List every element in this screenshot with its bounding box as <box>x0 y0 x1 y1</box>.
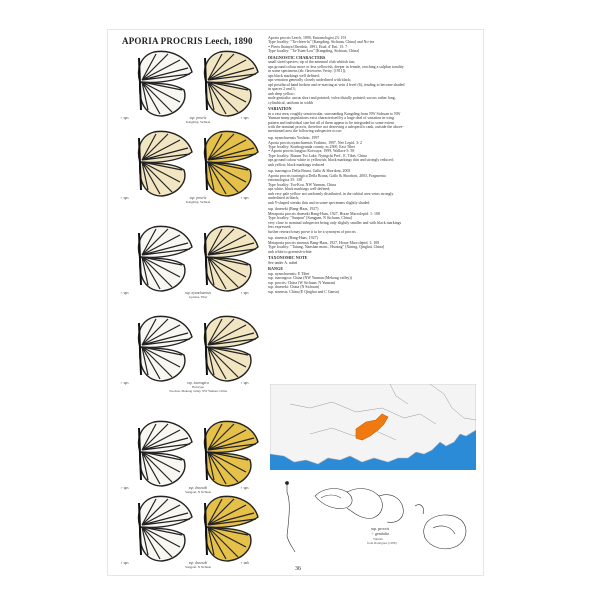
plate-image <box>118 48 263 120</box>
butterfly-specimen <box>205 226 258 291</box>
section-heading: VARIATION <box>268 106 292 112</box>
text-line: upf postdiscal band broken and re-starting at vein 4 level (6), tending to become shaded <box>268 82 405 87</box>
text-line: Type locality: Konbogyanda county, m 2500, East Tibet <box>268 144 355 149</box>
text-line: Type locality: "Ta-Tsien-Lou" [Kangding, Sichuan, China] <box>268 49 360 54</box>
plate-locality: Kangding, Sichuan <box>185 200 211 205</box>
left-specimen-label: ♂ ups <box>120 291 129 295</box>
text-line: ups venation generally closely underlined with black; <box>268 78 352 83</box>
specimen-plate <box>118 493 263 573</box>
text-line: Type locality: Tsa-Kou, NW Yunnan, China <box>268 182 336 187</box>
genitalia-locality: Yunnan <box>373 537 383 541</box>
section-heading: TAXONOMIC NOTE <box>268 255 308 261</box>
butterfly-specimen <box>205 421 258 486</box>
text-line: ssp. nyanchuensis Yoshino, 1997 <box>268 136 320 141</box>
butterfly-specimen <box>205 51 258 116</box>
text-line: ssp. draeseki (Bang-Haas, 1927) <box>268 207 319 212</box>
uncus-outline <box>315 489 352 509</box>
left-specimen-label: ♂ ups <box>120 381 129 385</box>
text-line: = Pieris lhatnya Oberthür, 1891, Étud. d' Ent. 15: 7 <box>268 44 348 49</box>
left-specimen-label: ♂ ups <box>120 486 129 490</box>
butterfly-specimen <box>139 51 192 116</box>
text-line: Yunnan many populations exist characterised by a large deal of variation in wing <box>268 116 394 121</box>
text-line: underlined in black; <box>268 196 300 201</box>
text-line: cylindrical, uniform in width <box>268 100 313 105</box>
plate-caption <box>158 381 238 394</box>
left-specimen-label: ♂ ups <box>120 196 129 200</box>
specimen-plate <box>118 313 263 393</box>
plate-caption <box>158 561 238 569</box>
plate-image <box>118 223 263 295</box>
butterfly-specimen <box>139 496 192 561</box>
text-line: further research may prove it to be a synonym of procris <box>268 229 356 234</box>
text-line: small sized species; tip of the antennal club whitish tan; <box>268 60 355 65</box>
genitalia-figure <box>275 478 475 556</box>
butterfly-specimen <box>205 316 258 381</box>
text-line: Type locality: "Ta-chien-lu" [Kangding, Sichuan, China] and No-tez <box>268 40 375 45</box>
text-line: unh white to greenish-white <box>268 249 312 254</box>
text-line: in a vast area, roughly semicircular, surrounding Kangding from NW Sichuan to NW <box>268 111 401 116</box>
text-line: Metaporia procris sinensis Bang-Haas, 1927, Horae Macrolepid. 1: 108 <box>268 240 380 245</box>
text-line: Aporia procris tsarongica Della Bruna, Gallo & Sbordoni, 2003, Fragmenta <box>268 173 386 178</box>
tegumen-outline <box>347 489 382 519</box>
text-line: ssp. tsarongica Della Bruna, Gallo & Sbordoni, 2003 <box>268 169 351 174</box>
text-line: ssp. tsarongica: China (NW Yunnan (Mekong valley)) <box>268 276 352 281</box>
text-line: unh Y-shaped streaks thin and in some specimens slightly shaded <box>268 200 370 205</box>
butterfly-specimen <box>139 316 192 381</box>
subspecies-name: ssp. draeseki <box>188 486 208 490</box>
genitalia-caption: ♂ genitalia <box>371 531 389 536</box>
specimen-plate <box>118 418 263 498</box>
plate-locality: Songpan, N Sichuan <box>184 565 212 570</box>
butterfly-specimen <box>139 131 192 196</box>
specimen-plate <box>118 223 263 303</box>
text-line: male genitalia: uncus short and pointed; valva distally pointed; saccus rather long, <box>268 96 396 101</box>
plate-locality: Songpan, N Sichuan <box>184 490 212 495</box>
text-line: Aporia procris Leech, 1890, Entomologist 23: 191 <box>268 36 347 40</box>
range-map <box>270 384 476 470</box>
text-line: Type locality: "Tatung, Nanshan mont., Hsining" [Xining, Qinghai, China] <box>268 245 385 250</box>
right-specimen-label: ♀ ups <box>240 291 249 295</box>
specimen-plates <box>118 48 263 573</box>
text-line: ups ground colour white to yellowish; black markings thin and strongly reduced; <box>268 158 394 163</box>
text-line: See under A. nabel <box>268 260 298 265</box>
text-line: = Aporia procris longjuo Koiwaya, 1999, Wallace 5: 58 <box>268 149 355 154</box>
subspecies-name: ssp. tsarongica <box>187 381 209 385</box>
left-specimen-label: ♀ ups <box>120 561 129 565</box>
text-line: entomologica 35: 138 <box>268 178 302 183</box>
text-line: ups black markings well defined; <box>268 73 320 78</box>
text-line: Aporia procris nyanchuensis Yoshino, 1997, Nee Lepid. 3: 2 <box>268 140 363 145</box>
genitalia-credit: from Rodriguez (1998) <box>367 541 397 545</box>
plate-image <box>118 313 263 385</box>
butterfly-specimen <box>139 226 192 291</box>
text-line: unh yellow, black markings reduced <box>268 162 325 167</box>
species-text-column <box>268 36 478 294</box>
text-line: in some specimens (ab. flavescens Verity, [1911]); <box>268 69 347 74</box>
internal-line <box>321 495 341 498</box>
text-line: Type locality: "Sunpan" [Songpan, N Sichuan, China] <box>268 216 352 221</box>
species-title: APORIA PROCRIS Leech, 1890 <box>122 36 253 46</box>
text-line: Type locality: Basum Tso Lake, Nyingchi Pref., E. Tibet, China <box>268 153 367 158</box>
valva-side-outline <box>424 515 466 549</box>
right-specimen-label: ♀ ups <box>240 116 249 120</box>
plate-image <box>118 128 263 200</box>
right-specimen-label: ♀ unh <box>240 561 249 565</box>
text-line: unh very pale yellow not uniformly distributed, in the cubital area veins strongly <box>268 191 394 196</box>
internal-line <box>415 505 424 514</box>
genitalia-drawing <box>275 478 475 556</box>
text-line: ups ground colour more or less yellowish, deeper in female, reaching a sulphur tonality <box>268 64 404 69</box>
text-line: less expressed; <box>268 225 292 230</box>
internal-line <box>433 526 455 534</box>
aedeagus-tip <box>285 481 288 484</box>
right-specimen-label: ♀ ups <box>240 381 249 385</box>
plate-locality: Kangding, Sichuan <box>185 120 211 125</box>
text-line: mentioned area the following subspecies occur: <box>268 129 343 134</box>
plate-image <box>118 493 263 565</box>
plate-image <box>118 418 263 490</box>
plate-caption <box>158 196 238 204</box>
plate-locality: Holotype Tsa-Kou, Mekong valley, NW Yunnan, China <box>169 385 227 394</box>
plate-caption <box>158 291 238 299</box>
specimen-plate <box>118 128 263 208</box>
right-specimen-label: ♀ ups <box>240 196 249 200</box>
valva-outline <box>379 495 403 523</box>
text-line: with the nominal procris, therefore not deserving a subspecific rank, outside the above- <box>268 124 404 129</box>
text-line: ssp. nyanchuensis: E Tibet <box>268 271 310 276</box>
text-line: in spaces 2 and 3; <box>268 87 296 92</box>
butterfly-specimen <box>205 131 258 196</box>
page-number: 36 <box>295 566 301 572</box>
right-specimen-label: ♀ ups <box>240 486 249 490</box>
butterfly-specimen <box>139 421 192 486</box>
text-line: Metaporia procris draeseki Bang-Haas, 1927, Horae Macrolepid. 1: 108 <box>268 211 380 216</box>
specimen-plate <box>118 48 263 128</box>
aedeagus-outline <box>287 484 295 552</box>
text-line: ssp. sinensis (Bang-Haas, 1927) <box>268 236 318 241</box>
subspecies-name: ssp. procris <box>189 116 207 120</box>
subspecies-name: ssp. nyanchuensis <box>185 291 211 295</box>
text-line: ssp. draeseki: China (N Sichuan) <box>268 285 320 290</box>
subspecies-name: ssp. procris <box>189 196 207 200</box>
butterfly-specimen <box>205 496 258 561</box>
plate-caption <box>158 116 238 124</box>
text-line: pattern and individual size but all of them appear to be integraded to some extent <box>268 120 394 125</box>
subspecies-name: ssp. draeseki <box>188 561 208 565</box>
text-line: unh deep yellow; <box>268 91 295 96</box>
section-heading: RANGE <box>268 266 284 272</box>
genitalia-ssp-label: ssp. procris <box>371 526 390 531</box>
text-line: very close to nominal subspecies being only slightly smaller and with black markings <box>268 220 402 225</box>
left-specimen-label: ♂ ups <box>120 116 129 120</box>
plate-locality: Gyantse, Tibet <box>188 295 208 300</box>
section-heading: DIAGNOSTIC CHARACTERS <box>268 55 326 60</box>
text-line: ups white, black markings well defined; <box>268 187 331 192</box>
text-line: ssp. sinensis: China (E Qinghai and C Gansu) <box>268 289 340 294</box>
text-line: ssp. procris: China (W Sichuan, N Yunnan) <box>268 280 336 285</box>
range-map-graphic <box>270 384 476 470</box>
